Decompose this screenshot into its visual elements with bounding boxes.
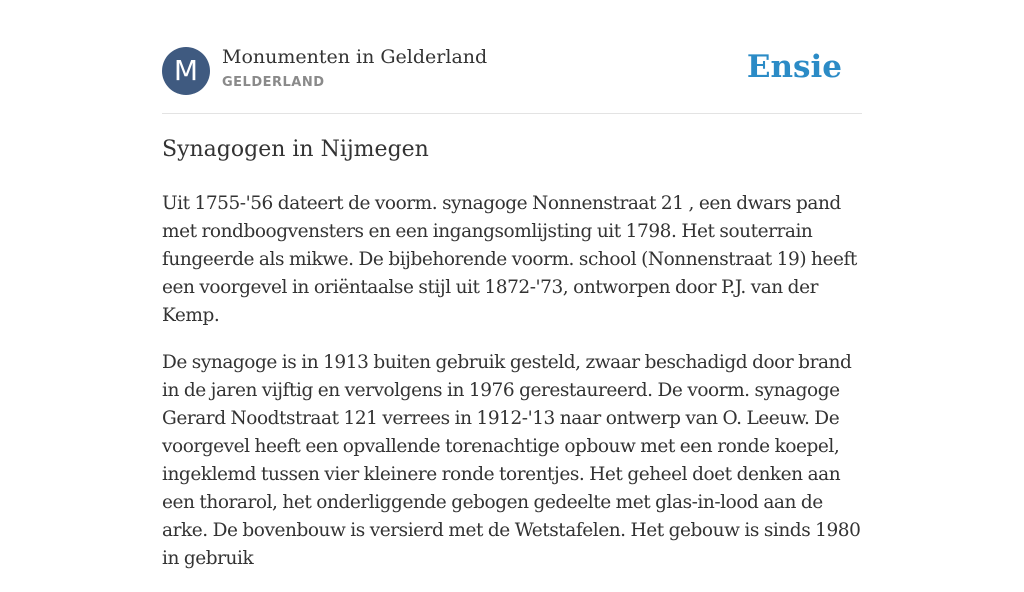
avatar[interactable]: M — [162, 47, 210, 95]
collection-title[interactable]: Monumenten in Gelderland — [222, 46, 488, 68]
paragraph: De synagoge is in 1913 buiten gebruik gesteld, zwaar beschadigd door brand in de jaren vijftig en vervolgens in 1976 gerestaureerd. De voorm. synagoge Gerard Noodtstraat 121 verrees in 1912-'13 naar ontwerp van O. Leeuw. De voorgevel heeft een opvallende torenachtige opbouw met een ronde koepel, ingeklemd tussen vier kleinere ronde torentjes. Het geheel doet denken aan een thorarol, het onderliggende gebogen gedeelte met glas-in-lood aan de arke. De bovenbouw is versierd met de Wetstafelen. Het gebouw is sinds 1980 in gebruik — [162, 352, 861, 569]
divider — [162, 113, 862, 114]
brand-logo[interactable]: Ensie — [746, 49, 842, 85]
article-body — [162, 190, 862, 592]
collection-subtitle[interactable]: GELDERLAND — [222, 75, 325, 90]
collection-header — [162, 44, 862, 98]
paragraph: Uit 1755-'56 dateert de voorm. synagoge Nonnenstraat 21 , een dwars pand met rondboogvensters en een ingangsomlijsting uit 1798. Het souterrain fungeerde als mikwe. De bijbehorende voorm. school (Nonnenstraat 19) heeft een voorgevel in oriëntaalse stijl uit 1872-'73, ontworpen door P.J. van der Kemp. — [162, 193, 857, 326]
article-title: Synagogen in Nijmegen — [162, 137, 429, 162]
